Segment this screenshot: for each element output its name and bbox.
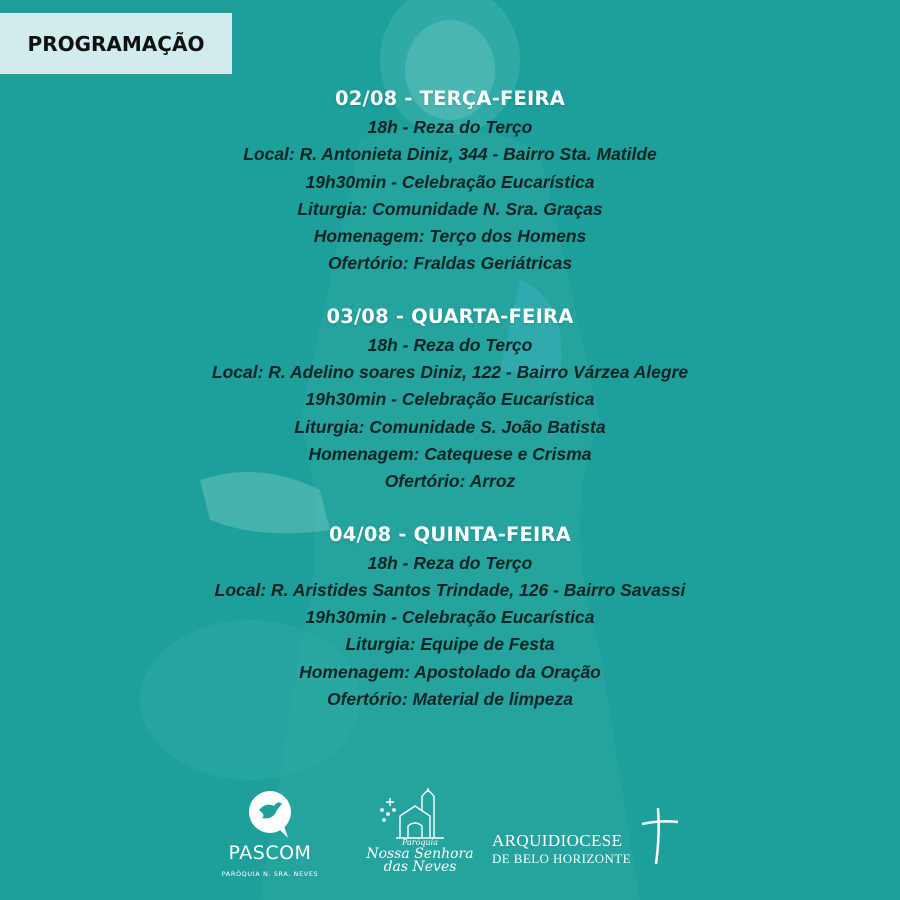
- event-line: Ofertório: Arroz: [384, 471, 516, 492]
- event-line: Liturgia: Comunidade N. Sra. Graças: [297, 198, 603, 219]
- programacao-header: PROGRAMAÇÃO: [0, 13, 232, 74]
- event-line: Homenagem: Catequese e Crisma: [308, 443, 592, 464]
- paroquia-name-line1: Nossa Senhora: [366, 846, 474, 862]
- event-line: 19h30min - Celebração Eucarística: [305, 171, 595, 192]
- arquidiocese-logo: [492, 804, 692, 874]
- day-block: [0, 84, 900, 278]
- event-line: Liturgia: Comunidade S. João Batista: [294, 416, 606, 437]
- arquidiocese-line1: ARQUIDIOCESE: [492, 831, 623, 850]
- pascom-logo: [210, 780, 330, 890]
- pascom-name: PASCOM: [228, 842, 312, 864]
- paroquia-label: Paróquia: [401, 838, 439, 847]
- dove-speech-bubble-icon: [244, 788, 296, 840]
- event-line: 19h30min - Celebração Eucarística: [305, 607, 595, 628]
- event-line: 18h - Reza do Terço: [367, 552, 533, 573]
- paroquia-name: [360, 848, 480, 874]
- day-title: 04/08 - QUINTA-FEIRA: [328, 522, 572, 546]
- pascom-subtitle: PARÓQUIA N. SRA. NEVES: [221, 870, 319, 878]
- day-title: 02/08 - TERÇA-FEIRA: [334, 87, 565, 110]
- event-line: Ofertório: Material de limpeza: [326, 689, 574, 710]
- event-line: Homenagem: Apostolado da Oração: [299, 661, 601, 682]
- footer-logos: [0, 780, 900, 890]
- day-title: 03/08 - QUARTA-FEIRA: [326, 304, 574, 328]
- event-line: 19h30min - Celebração Eucarística: [305, 389, 595, 410]
- day-block: [0, 520, 900, 714]
- event-line: Local: R. Antonieta Diniz, 344 - Bairro Sta. Matilde: [243, 144, 657, 165]
- event-line: Local: R. Aristides Santos Trindade, 126 - Bairro Savassi: [214, 579, 686, 600]
- event-line: Ofertório: Fraldas Geriátricas: [327, 253, 573, 274]
- event-line: Local: R. Adelino soares Diniz, 122 - Bairro Várzea Alegre: [211, 362, 689, 383]
- arquidiocese-line2: DE BELO HORIZONTE: [492, 851, 631, 866]
- church-icon: [360, 788, 480, 843]
- event-line: Liturgia: Equipe de Festa: [345, 634, 555, 655]
- day-block: [0, 302, 900, 496]
- cross-icon: [638, 804, 682, 866]
- event-line: Homenagem: Terço dos Homens: [313, 226, 587, 247]
- event-line: 18h - Reza do Terço: [367, 117, 533, 137]
- paroquia-name-line2: das Neves: [383, 859, 457, 875]
- schedule: [0, 84, 900, 737]
- paroquia-logo: [360, 788, 480, 888]
- event-line: 18h - Reza do Terço: [367, 334, 533, 355]
